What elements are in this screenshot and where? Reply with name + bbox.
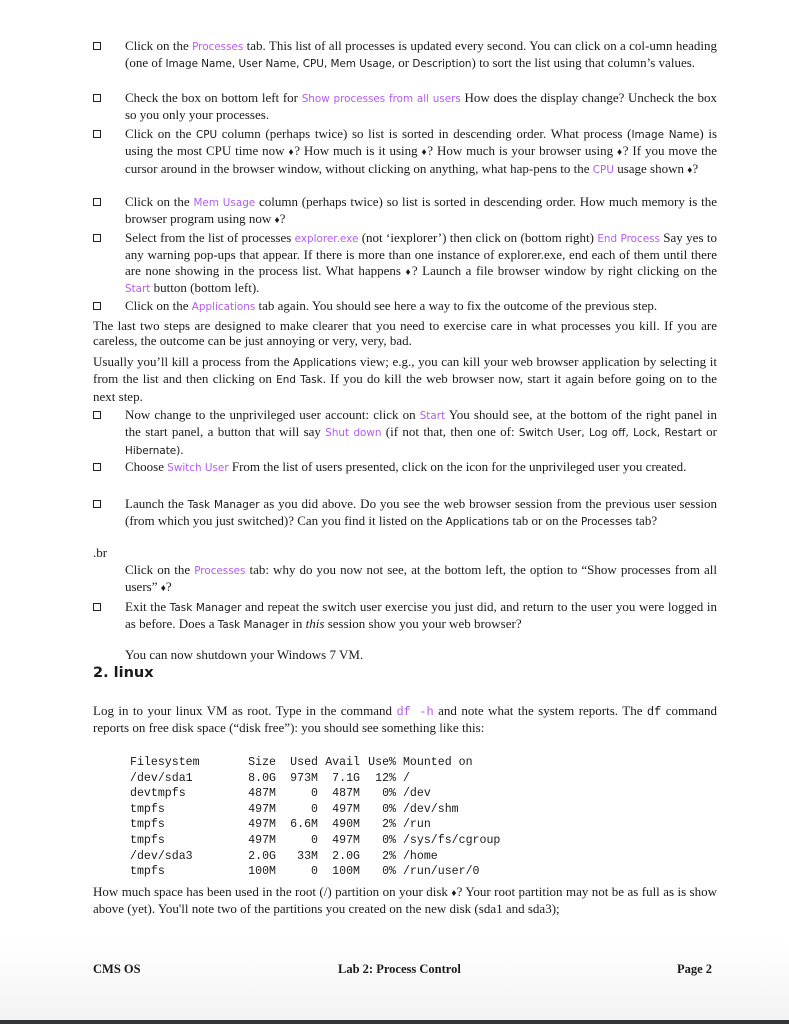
df-cell: /home bbox=[396, 849, 438, 863]
df-row bbox=[130, 786, 506, 802]
answer-diamond-icon: ♦ bbox=[421, 147, 428, 159]
text-run: or bbox=[701, 424, 717, 440]
text-run: and repeat the switch user exercise you just did, and return to the user you were logged in as before. Does a bbox=[125, 599, 717, 632]
ui-term: Task Manager bbox=[217, 619, 290, 632]
text-run: Click on the bbox=[125, 562, 195, 577]
ui-term-highlight: Processes bbox=[194, 565, 246, 577]
footer-page-number: Page 2 bbox=[677, 962, 713, 976]
text-run: How does the display change? Uncheck the box so you only your processes. bbox=[125, 90, 717, 123]
text-run: ? bbox=[279, 211, 286, 227]
paragraph-df-command bbox=[93, 703, 717, 736]
text-run: Select from the list of processes bbox=[125, 230, 295, 245]
text-run: Now change to the unprivileged user account: click on bbox=[125, 407, 420, 422]
text-run: usage shown bbox=[613, 160, 688, 176]
text-run: . If you do kill the web browser now, start it again before going on to the next step. bbox=[93, 371, 717, 404]
text-run: ) is using the most CPU time now bbox=[125, 126, 718, 159]
text-run: Log in to your linux VM as root. Type in the command bbox=[93, 703, 397, 718]
text-run: ? bbox=[692, 160, 699, 176]
df-cell: 2.0G bbox=[248, 849, 276, 863]
checkbox-icon bbox=[93, 130, 101, 138]
text-run: Say yes to any warning pop-ups that appear. If there is more than one instance of explorer.exe, end each of them until there are none showing in the process list. What happens bbox=[125, 230, 717, 278]
df-cell: /dev/shm bbox=[396, 802, 459, 816]
ui-term-highlight: Applications bbox=[191, 301, 256, 313]
df-row bbox=[130, 771, 506, 787]
text-run: button (bottom left). bbox=[150, 280, 260, 296]
df-cell: 0% bbox=[382, 833, 396, 847]
df-cell: 2% bbox=[382, 818, 396, 832]
checkbox-icon bbox=[93, 603, 101, 611]
checklist-item-text bbox=[125, 194, 717, 229]
checkbox-icon bbox=[93, 234, 101, 242]
df-cell: 973M bbox=[290, 771, 318, 785]
text-run: column (perhaps twice) so list is sorted in descending order. What process ( bbox=[217, 126, 632, 141]
ui-term-highlight: CPU bbox=[592, 163, 614, 176]
text-run: Check the box on bottom left for bbox=[125, 90, 302, 105]
checklist-item-text bbox=[125, 496, 717, 531]
command-name: df bbox=[646, 705, 662, 719]
checkbox-icon bbox=[93, 463, 101, 471]
df-cell: tmpfs bbox=[130, 833, 165, 847]
ui-term-highlight: Show processes from all users bbox=[301, 93, 461, 105]
checklist-item-text bbox=[125, 459, 717, 476]
df-row bbox=[130, 864, 506, 880]
answer-diamond-icon: ♦ bbox=[451, 888, 457, 899]
checklist-item-text bbox=[125, 90, 717, 123]
df-cell: 0 bbox=[311, 787, 318, 801]
df-cell: 0% bbox=[382, 802, 396, 816]
ui-term: Image Name bbox=[631, 129, 700, 141]
df-header-cell: Filesystem bbox=[130, 756, 200, 769]
text-run: tab or on the bbox=[509, 513, 581, 529]
text-run: in bbox=[289, 616, 306, 632]
df-cell: tmpfs bbox=[130, 802, 165, 816]
df-cell: 487M bbox=[248, 787, 276, 801]
emphasis: this bbox=[305, 616, 325, 632]
ui-term: Description bbox=[412, 58, 472, 71]
ui-term: End Task bbox=[276, 374, 323, 387]
text-run: and note what the system reports. The bbox=[433, 703, 647, 718]
df-cell: /run bbox=[396, 818, 431, 832]
footer-title: Lab 2: Process Control bbox=[338, 962, 461, 976]
text-run: ? If you move the cursor around in the browser window, without clicking on anything, what hap-pens to the bbox=[125, 143, 717, 176]
df-header-row bbox=[130, 755, 506, 771]
text-run: The last two steps are designed to make clearer that you need to exercise care in what processes you kill. If you are careless, the outcome can be just annoying or very, very, bad. bbox=[93, 318, 717, 349]
checklist-item-text bbox=[125, 298, 717, 315]
paragraph-applications-view bbox=[93, 354, 717, 404]
checkbox-icon bbox=[93, 302, 101, 310]
df-cell: 8.0G bbox=[248, 771, 276, 785]
df-cell: devtmpfs bbox=[130, 787, 186, 801]
df-cell: /dev/sda3 bbox=[130, 849, 193, 863]
text-run: Usually you’ll kill a process from the bbox=[93, 354, 293, 369]
df-cell: 490M bbox=[332, 818, 360, 832]
df-header-cell: Mounted on bbox=[396, 756, 473, 769]
ui-term: CPU bbox=[196, 129, 218, 141]
text-run: command reports on free disk space (“disk free”): you should see something like this: bbox=[93, 703, 718, 736]
df-cell: 497M bbox=[248, 833, 276, 847]
text-run: tab? bbox=[632, 513, 658, 529]
checkbox-icon bbox=[93, 500, 101, 508]
checklist-item-text bbox=[125, 407, 717, 459]
text-run: or bbox=[394, 55, 413, 71]
df-cell: 7.1G bbox=[332, 771, 360, 785]
answer-diamond-icon: ♦ bbox=[288, 147, 295, 159]
df-header-cell: Used bbox=[290, 756, 318, 769]
df-cell: tmpfs bbox=[130, 865, 165, 879]
df-cell: 6.6M bbox=[290, 818, 318, 832]
checkbox-icon bbox=[93, 198, 101, 206]
df-body bbox=[130, 771, 506, 880]
df-row bbox=[130, 833, 506, 849]
answer-diamond-icon: ♦ bbox=[274, 215, 280, 227]
text-run: tab again. You should see here a way to fix the outcome of the previous step. bbox=[255, 298, 658, 313]
ui-term-highlight: Processes bbox=[192, 41, 244, 53]
text-run: . bbox=[180, 441, 184, 457]
text-run: ? bbox=[165, 579, 172, 595]
text-run: Click on the bbox=[125, 38, 193, 53]
df-cell: 0 bbox=[311, 833, 318, 847]
df-header-cell: Size bbox=[248, 756, 276, 769]
ui-term: Processes bbox=[580, 516, 633, 529]
ui-term-highlight: Mem Usage bbox=[193, 197, 256, 209]
df-cell: 0 bbox=[311, 802, 318, 816]
df-cell: tmpfs bbox=[130, 818, 165, 832]
checklist-item-text bbox=[125, 38, 717, 73]
command-highlight: df -h bbox=[396, 705, 434, 719]
checkbox-icon bbox=[93, 42, 101, 50]
text-run: Launch the bbox=[125, 496, 188, 511]
text-run: Click on the bbox=[125, 194, 194, 209]
text-run: session show you your web browser? bbox=[324, 616, 522, 632]
ui-term: Applications bbox=[445, 516, 510, 529]
df-cell: 487M bbox=[332, 787, 360, 801]
df-cell: 100M bbox=[248, 865, 276, 879]
df-cell: 2% bbox=[382, 849, 396, 863]
df-output-table bbox=[130, 755, 506, 880]
text-run: How much space has been used in the root (/) partition on your disk bbox=[93, 884, 452, 899]
df-cell: 100M bbox=[332, 865, 360, 879]
answer-diamond-icon: ♦ bbox=[616, 147, 623, 159]
df-cell: /dev bbox=[396, 787, 431, 801]
df-cell: /sys/fs/cgroup bbox=[396, 833, 501, 847]
br-marker-text: .br bbox=[93, 545, 108, 560]
text-run: tab: why do you now not see, at the bottom left, the option to “Show processes from all users” bbox=[125, 562, 718, 595]
paragraph-root-partition-question bbox=[93, 884, 717, 917]
df-cell: /run/user/0 bbox=[396, 865, 480, 879]
text-run: column (perhaps twice) so list is sorted in descending order. How much memory is the browser program using now bbox=[125, 194, 717, 227]
text-run: view; e.g., you can kill your web browser application by selecting it from the list and then clicking on bbox=[93, 354, 717, 387]
df-cell: 497M bbox=[248, 802, 276, 816]
df-row bbox=[130, 802, 506, 818]
text-run: ? Your root partition may not be as full as is show above (yet). You'll note two of the partitions you created on the new disk (sda1 and sda3); bbox=[93, 884, 717, 917]
text-run: From the list of users presented, click on the icon for the unprivileged user you created. bbox=[228, 459, 687, 474]
df-cell: 497M bbox=[248, 818, 276, 832]
answer-diamond-icon: ♦ bbox=[687, 164, 693, 176]
text-run: Exit the bbox=[125, 599, 170, 614]
ui-term: Task Manager bbox=[187, 499, 260, 511]
ui-term-highlight: End Process bbox=[597, 233, 660, 245]
text-run: ) to sort the list using that column’s values. bbox=[471, 55, 696, 71]
text-run: Click on the bbox=[125, 126, 196, 141]
text-run: as you did above. Do you see the web browser session from the previous user session (from which you just switched)? Can you find it listed on the bbox=[125, 496, 717, 529]
df-cell: 497M bbox=[332, 802, 360, 816]
ui-term: Applications bbox=[292, 357, 357, 369]
checkbox-icon bbox=[93, 411, 101, 419]
df-cell: 497M bbox=[332, 833, 360, 847]
text-run: Click on the bbox=[125, 298, 192, 313]
ui-term-highlight: explorer.exe bbox=[294, 233, 359, 245]
ui-term-highlight: Switch User bbox=[167, 462, 229, 474]
checkbox-icon bbox=[93, 94, 101, 102]
df-row bbox=[130, 817, 506, 833]
df-cell: 0% bbox=[382, 865, 396, 879]
checklist-item-text bbox=[125, 126, 717, 178]
df-row bbox=[130, 849, 506, 865]
text-run: (if not that, then one of: bbox=[381, 424, 519, 440]
df-cell: 0 bbox=[311, 865, 318, 879]
text-run: ? How much is your browser using bbox=[427, 143, 617, 159]
ui-term: Task Manager bbox=[169, 602, 242, 614]
ui-term-highlight: Start bbox=[419, 410, 446, 422]
text-run: (not ‘iexplorer’) then click on (bottom right) bbox=[358, 230, 598, 245]
df-cell: / bbox=[396, 771, 410, 785]
text-run: ? Launch a file browser window by right clicking on the bbox=[411, 262, 717, 278]
ui-term-highlight: Start bbox=[125, 283, 151, 296]
section-heading-linux: 2. linux bbox=[93, 665, 154, 681]
df-header-cell: Avail bbox=[325, 756, 360, 769]
checklist-item-text bbox=[125, 599, 717, 634]
df-cell: 2.0G bbox=[332, 849, 360, 863]
answer-diamond-icon: ♦ bbox=[405, 266, 412, 278]
text-run: You should see, at the bottom of the right panel in the start panel, a button that will say bbox=[125, 407, 717, 440]
ui-term: Image Name, User Name, CPU, Mem Usage, bbox=[165, 58, 395, 71]
df-cell: 0% bbox=[382, 787, 396, 801]
shutdown-note: You can now shutdown your Windows 7 VM. bbox=[125, 647, 364, 662]
checklist-item-text bbox=[125, 230, 717, 298]
df-cell: 33M bbox=[297, 849, 318, 863]
item-text bbox=[125, 562, 717, 597]
df-cell: 12% bbox=[375, 771, 396, 785]
text-run: tab. This list of all processes is updated every second. You can click on a col-umn heading (one of bbox=[125, 38, 717, 71]
text-run: ? How much is it using bbox=[294, 143, 422, 159]
footer-course: CMS OS bbox=[93, 962, 141, 976]
paragraph-care-warning bbox=[93, 318, 717, 349]
window-bottom-bar bbox=[0, 1020, 789, 1024]
df-cell: /dev/sda1 bbox=[130, 771, 193, 785]
answer-diamond-icon: ♦ bbox=[160, 583, 166, 595]
ui-term-highlight: Shut down bbox=[325, 427, 382, 440]
ui-term: Hibernate) bbox=[125, 444, 181, 457]
df-header-cell: Use% bbox=[368, 756, 396, 769]
text-run: Choose bbox=[125, 459, 168, 474]
ui-term: Switch User, Log off, Lock, Restart bbox=[518, 427, 702, 440]
